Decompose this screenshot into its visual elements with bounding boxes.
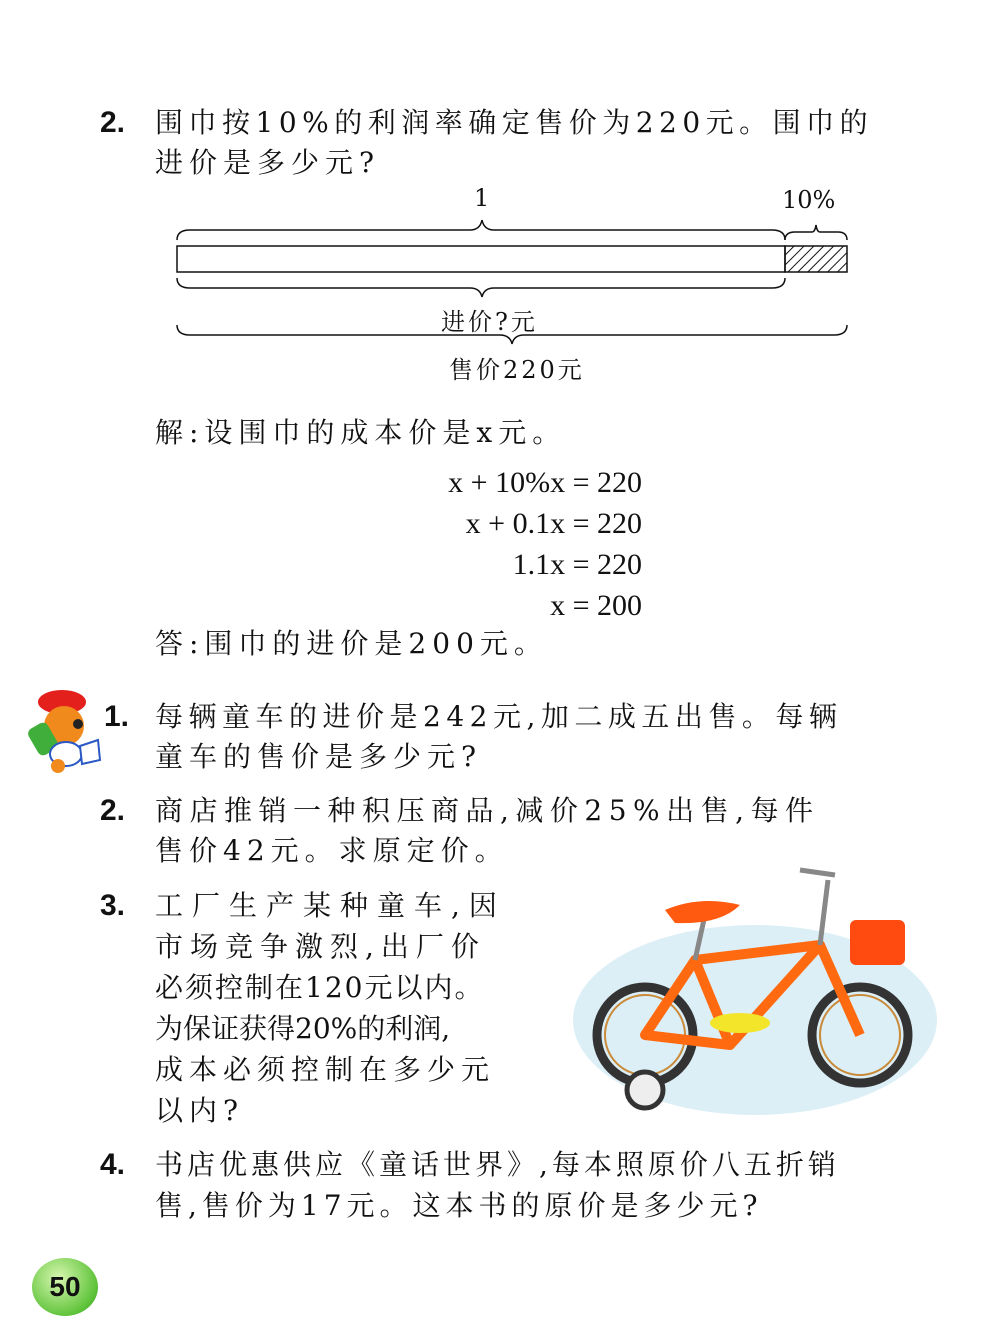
equation-3: 1.1x = 220 — [512, 548, 642, 581]
exercise-2-line-1: 商店推销一种积压商品,减价25%出售,每件 — [155, 794, 820, 827]
example-text-line-2: 进价是多少元? — [155, 146, 381, 179]
exercise-3-line-3: 必须控制在120元以内。 — [155, 971, 485, 1004]
exercise-2-line-2: 售价42元。求原定价。 — [155, 834, 509, 867]
exercise-3-line-4: 为保证获得20%的利润, — [155, 1012, 451, 1045]
exercise-4-number: 4. — [100, 1148, 126, 1181]
diagram-label-cost: 进价?元 — [441, 308, 538, 336]
solution-setup: 解:设围巾的成本价是x元。 — [155, 416, 567, 449]
example-number: 2. — [100, 106, 126, 139]
exercise-3-line-5: 成本必须控制在多少元 — [155, 1053, 496, 1086]
page-number-badge — [32, 1258, 98, 1316]
exercise-4-line-2: 售,售价为17元。这本书的原价是多少元? — [155, 1189, 763, 1222]
equation-1: x + 10%x = 220 — [448, 466, 642, 499]
diagram-label-percent: 10% — [782, 186, 836, 214]
exercise-3-line-6: 以内? — [155, 1094, 245, 1127]
bear-mascot-icon — [22, 684, 102, 774]
exercise-2-number: 2. — [100, 794, 126, 827]
cost-bar — [177, 246, 785, 272]
profit-bar-hatched — [785, 246, 847, 272]
brace-top-whole — [177, 220, 785, 240]
exercise-4-line-1: 书店优惠供应《童话世界》,每本照原价八五折销 — [155, 1148, 840, 1181]
brace-top-part — [785, 225, 847, 240]
example-text-line-1: 围巾按10%的利润率确定售价为220元。围巾的 — [155, 106, 874, 139]
brace-bottom-cost — [177, 278, 785, 297]
exercise-3-line-1: 工厂生产某种童车,因 — [155, 889, 506, 922]
exercise-3-number: 3. — [100, 889, 126, 922]
exercise-3-line-2: 市场竞争激烈,出厂价 — [155, 930, 486, 963]
diagram-label-whole: 1 — [474, 184, 493, 212]
solution-answer: 答:围巾的进价是200元。 — [155, 627, 548, 660]
exercise-1-line-2: 童车的售价是多少元? — [155, 740, 483, 773]
exercise-1-number: 1. — [104, 700, 130, 733]
diagram-label-sale: 售价220元 — [449, 356, 585, 384]
equation-4: x = 200 — [550, 589, 642, 622]
page-number: 50 — [49, 1271, 81, 1302]
bicycle-image — [570, 855, 940, 1120]
exercise-1-line-1: 每辆童车的进价是242元,加二成五出售。每辆 — [155, 700, 843, 733]
equation-2: x + 0.1x = 220 — [465, 507, 642, 540]
line-segment-diagram — [0, 0, 1000, 400]
